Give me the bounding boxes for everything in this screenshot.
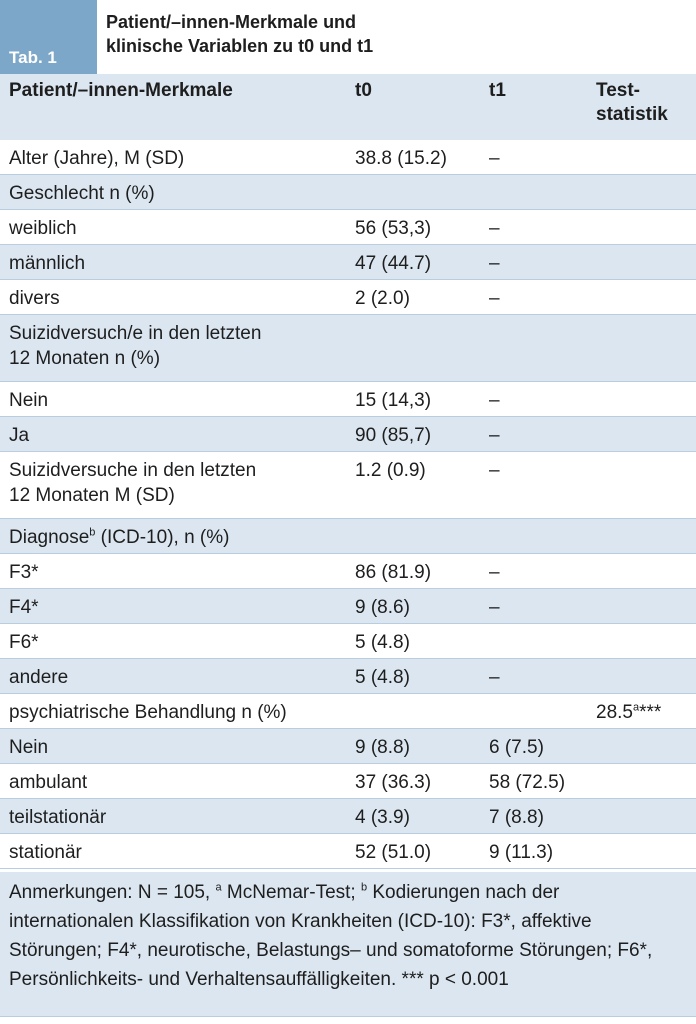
row-t0: 37 (36.3) [355, 772, 432, 793]
header-t0: t0 [355, 80, 372, 101]
header-t1: t1 [489, 80, 506, 101]
table-row [0, 659, 696, 694]
significance-stars: *** [639, 702, 662, 723]
row-t1: – [489, 148, 500, 169]
row-test-statistic [596, 700, 692, 725]
row-label-line2: 12 Monaten n (%) [9, 348, 161, 369]
row-label [9, 525, 344, 550]
test-statistic-value: 28.5 [596, 702, 633, 723]
row-t1: – [489, 253, 500, 274]
notes-part1: Anmerkungen: N = 105, [9, 882, 216, 903]
table-number-badge [0, 0, 97, 74]
table-row [0, 624, 696, 659]
row-t0: 52 (51.0) [355, 842, 432, 863]
row-label: F6* [9, 632, 39, 653]
footnote-marker-b: b [360, 881, 368, 894]
row-t1: – [489, 218, 500, 239]
table-row [0, 245, 696, 280]
footnote-marker-a: a [632, 701, 640, 714]
row-t0: 5 (4.8) [355, 632, 410, 653]
table-row [0, 764, 696, 799]
row-label: Ja [9, 425, 30, 446]
row-t0: 2 (2.0) [355, 288, 410, 309]
row-t1: – [489, 562, 500, 583]
row-t0: 9 (8.8) [355, 737, 410, 758]
row-t0: 38.8 (15.2) [355, 148, 447, 169]
row-label: Nein [9, 390, 49, 411]
row-label: F4* [9, 597, 39, 618]
table-title-line2: klinische Variablen zu t0 und t1 [106, 36, 374, 56]
notes-part3: Kodierungen nach der internationalen Klassifikation von Krankheiten (ICD-10): F3*, affektive Störungen; F4*, neurotische, Belastungs– und somatoforme Störungen; F6*, Persönlichkeits- und Verhaltensauffälligkeiten. *** p < 0.001 [9, 882, 653, 990]
row-label: teilstationär [9, 807, 107, 828]
footnote-marker-b: b [89, 526, 96, 539]
row-t1: – [489, 597, 500, 618]
table-row [0, 315, 696, 382]
row-label: ambulant [9, 772, 88, 793]
table-title-block [0, 0, 696, 74]
table-row [0, 140, 696, 175]
row-label: andere [9, 667, 69, 688]
row-label: Nein [9, 737, 49, 758]
row-label: Geschlecht n (%) [9, 183, 155, 204]
row-t0: 86 (81.9) [355, 562, 432, 583]
header-characteristics: Patient/–innen-Merkmale [9, 80, 233, 101]
row-t0: 56 (53,3) [355, 218, 432, 239]
row-t1: 6 (7.5) [489, 737, 544, 758]
row-label-line1: Suizidversuche in den letzten [9, 460, 257, 481]
row-label-line2: 12 Monaten M (SD) [9, 485, 175, 506]
row-t0: 5 (4.8) [355, 667, 410, 688]
row-t1: – [489, 667, 500, 688]
row-t1: 9 (11.3) [489, 842, 554, 863]
table-row [0, 729, 696, 764]
table-row [0, 834, 696, 869]
table-notes-text [9, 878, 689, 994]
row-label-text-rest: (ICD-10), n (%) [95, 527, 230, 548]
table-title [106, 10, 686, 58]
row-label: divers [9, 288, 60, 309]
row-label [9, 458, 344, 508]
row-t1: 7 (8.8) [489, 807, 544, 828]
table-number: Tab. 1 [9, 48, 57, 67]
table-row [0, 554, 696, 589]
row-t0: 9 (8.6) [355, 597, 410, 618]
row-label-line1: Suizidversuch/e in den letzten [9, 323, 262, 344]
row-label-text: Diagnose [9, 527, 90, 548]
row-t0: 4 (3.9) [355, 807, 410, 828]
row-t1: – [489, 460, 500, 481]
table-title-line1: Patient/–innen-Merkmale und [106, 12, 357, 32]
header-test-statistic [596, 79, 668, 127]
footnote-marker-a: a [215, 881, 222, 894]
table-row [0, 175, 696, 210]
row-t1: – [489, 390, 500, 411]
table-header-row [0, 74, 696, 140]
row-t0: 90 (85,7) [355, 425, 432, 446]
table-row [0, 417, 696, 452]
table-row [0, 452, 696, 519]
table-row [0, 210, 696, 245]
notes-part2: McNemar-Test; [221, 882, 361, 903]
table-row [0, 589, 696, 624]
table-row [0, 382, 696, 417]
row-label: männlich [9, 253, 86, 274]
table-notes [0, 872, 696, 1017]
header-test-statistic-line2: statistik [596, 104, 668, 125]
row-label: stationär [9, 842, 82, 863]
row-t1: – [489, 425, 500, 446]
row-t0: 15 (14,3) [355, 390, 432, 411]
row-label: psychiatrische Behandlung n (%) [9, 702, 287, 723]
row-t1: – [489, 288, 500, 309]
row-t0: 47 (44.7) [355, 253, 432, 274]
row-label: Alter (Jahre), M (SD) [9, 148, 185, 169]
row-label: F3* [9, 562, 39, 583]
table-row [0, 519, 696, 554]
table-row [0, 799, 696, 834]
table-row [0, 280, 696, 315]
row-label [9, 321, 344, 371]
header-test-statistic-line1: Test- [596, 80, 640, 101]
row-t0: 1.2 (0.9) [355, 460, 426, 481]
table-row [0, 694, 696, 729]
row-label: weiblich [9, 218, 77, 239]
row-t1: 58 (72.5) [489, 772, 566, 793]
